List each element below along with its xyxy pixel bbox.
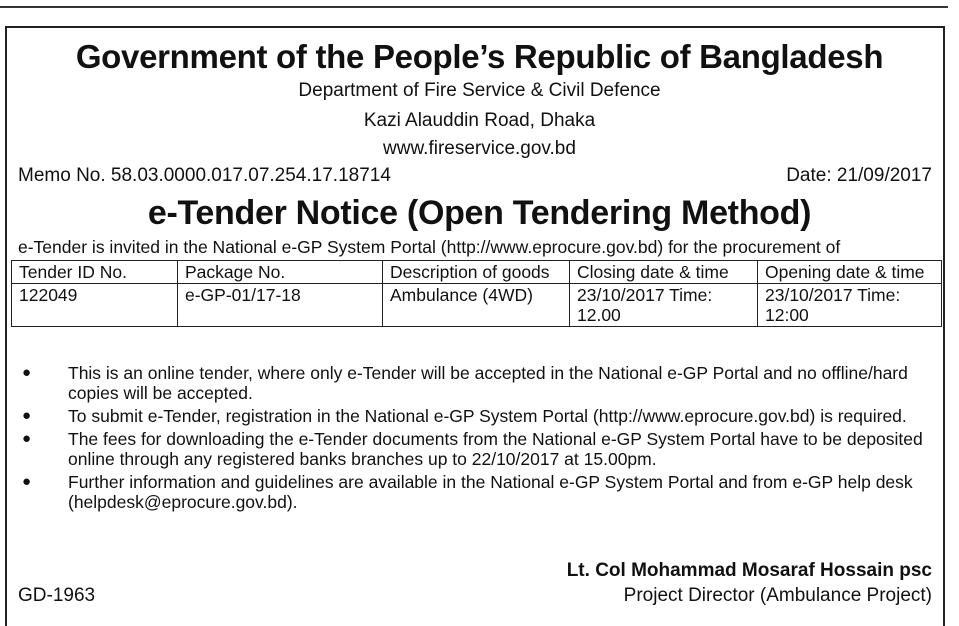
gd-code: GD-1963 bbox=[18, 585, 96, 606]
bullet-icon: ● bbox=[22, 407, 32, 424]
office-address: Kazi Alauddin Road, Dhaka bbox=[363, 110, 596, 131]
cell-closing-date: 23/10/2017 Time: 12.00 bbox=[570, 284, 758, 327]
header-tender-id: Tender ID No. bbox=[12, 261, 178, 284]
list-item bbox=[18, 429, 943, 469]
cell-tender-id: 122049 bbox=[12, 284, 178, 327]
website-link[interactable]: www.fireservice.gov.bd bbox=[383, 138, 576, 159]
bullet-icon: ● bbox=[22, 364, 32, 381]
header-description: Description of goods bbox=[383, 261, 570, 284]
department-name: Department of Fire Service & Civil Defence bbox=[298, 80, 661, 101]
header-opening-date: Opening date & time bbox=[758, 261, 942, 284]
table-row bbox=[12, 284, 942, 327]
list-item-text: This is an online tender, where only e-Tender will be accepted in the National e-GP Portal and no offline/hard copies will be accepted. bbox=[68, 363, 908, 403]
list-item-text: Further information and guidelines are available in the National e-GP System Portal and from e-GP help desk (helpdesk@eprocure.gov.bd). bbox=[68, 472, 913, 512]
header-package-no: Package No. bbox=[178, 261, 383, 284]
table-header-row bbox=[12, 261, 942, 284]
signer-designation: Project Director (Ambulance Project) bbox=[623, 585, 932, 606]
tender-table bbox=[11, 260, 942, 327]
cell-package-no: e-GP-01/17-18 bbox=[178, 284, 383, 327]
signer-name: Lt. Col Mohammad Mosaraf Hossain psc bbox=[566, 560, 932, 581]
memo-row bbox=[18, 165, 932, 187]
bullet-icon: ● bbox=[22, 430, 32, 447]
notice-title: e-Tender Notice (Open Tendering Method) bbox=[147, 194, 812, 232]
list-item bbox=[18, 363, 943, 403]
memo-date: Date: 21/09/2017 bbox=[786, 165, 932, 186]
list-item bbox=[18, 406, 943, 426]
notice-intro: e-Tender is invited in the National e-GP System Portal (http://www.eprocure.gov.bd) for the procurement of bbox=[18, 237, 841, 257]
top-rule bbox=[0, 6, 948, 8]
government-title: Government of the People’s Republic of Bangladesh bbox=[75, 38, 884, 75]
cell-opening-date: 23/10/2017 Time: 12:00 bbox=[758, 284, 942, 327]
list-item-text: To submit e-Tender, registration in the National e-GP System Portal (http://www.eprocure.gov.bd) is required. bbox=[68, 406, 907, 426]
bullet-icon: ● bbox=[22, 473, 32, 490]
header-closing-date: Closing date & time bbox=[570, 261, 758, 284]
list-item bbox=[18, 472, 943, 512]
cell-description: Ambulance (4WD) bbox=[383, 284, 570, 327]
list-item-text: The fees for downloading the e-Tender documents from the National e-GP System Portal have to be deposited online through any registered banks branches up to 22/10/2017 at 15.00pm. bbox=[68, 429, 923, 469]
conditions-list bbox=[18, 363, 943, 515]
memo-number: Memo No. 58.03.0000.017.07.254.17.18714 bbox=[18, 165, 391, 186]
